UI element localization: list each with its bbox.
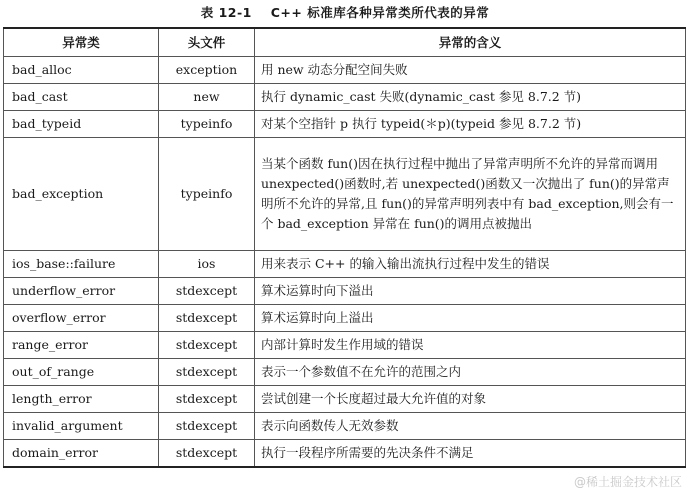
- header-file-cell: ios: [159, 251, 255, 278]
- meaning-cell: 用来表示 C++ 的输入输出流执行过程中发生的错误: [255, 251, 686, 278]
- table-row: [4, 413, 686, 440]
- exception-class-cell: bad_alloc: [4, 57, 159, 84]
- table-row: [4, 359, 686, 386]
- exception-class-cell: range_error: [4, 332, 159, 359]
- exception-class-cell: invalid_argument: [4, 413, 159, 440]
- column-header-header-file: 头文件: [159, 28, 255, 57]
- exception-class-cell: out_of_range: [4, 359, 159, 386]
- header-file-cell: stdexcept: [159, 305, 255, 332]
- header-file-cell: stdexcept: [159, 386, 255, 413]
- exception-class-cell: underflow_error: [4, 278, 159, 305]
- table-row: [4, 138, 686, 251]
- header-file-cell: stdexcept: [159, 413, 255, 440]
- meaning-cell: 执行 dynamic_cast 失败(dynamic_cast 参见 8.7.2 节): [255, 84, 686, 111]
- table-header-row: [4, 28, 686, 57]
- exception-class-cell: ios_base::failure: [4, 251, 159, 278]
- column-header-meaning: 异常的含义: [255, 28, 686, 57]
- header-file-cell: stdexcept: [159, 359, 255, 386]
- table-row: [4, 111, 686, 138]
- header-file-cell: stdexcept: [159, 440, 255, 467]
- watermark: @稀土掘金技术社区: [573, 475, 682, 489]
- table-row: [4, 386, 686, 413]
- table-caption: [0, 3, 690, 21]
- meaning-cell: 算术运算时向上溢出: [255, 305, 686, 332]
- table-number: 表 12-1: [200, 5, 252, 20]
- table-title: C++ 标准库各种异常类所代表的异常: [270, 5, 490, 20]
- meaning-cell: 内部计算时发生作用域的错误: [255, 332, 686, 359]
- table-row: [4, 84, 686, 111]
- meaning-cell: 表示一个参数值不在允许的范围之内: [255, 359, 686, 386]
- exception-class-cell: bad_cast: [4, 84, 159, 111]
- exception-class-cell: bad_typeid: [4, 111, 159, 138]
- header-file-cell: typeinfo: [159, 111, 255, 138]
- meaning-cell: 尝试创建一个长度超过最大允许值的对象: [255, 386, 686, 413]
- meaning-cell: 当某个函数 fun()因在执行过程中抛出了异常声明所不允许的异常而调用 unexpected()函数时,若 unexpected()函数又一次抛出了 fun()的异常声明所不允许的异常,且 fun()的异常声明列表中有 bad_exception,则会有一个 bad_exception 异常在 fun()的调用点被抛出: [255, 138, 686, 251]
- meaning-cell: 表示向函数传人无效参数: [255, 413, 686, 440]
- exception-class-cell: bad_exception: [4, 138, 159, 251]
- meaning-cell: 用 new 动态分配空间失败: [255, 57, 686, 84]
- table-row: [4, 305, 686, 332]
- meaning-cell: 执行一段程序所需要的先决条件不满足: [255, 440, 686, 467]
- header-file-cell: new: [159, 84, 255, 111]
- table-row: [4, 57, 686, 84]
- exception-table: [3, 27, 686, 468]
- table-row: [4, 251, 686, 278]
- meaning-cell: 对某个空指针 p 执行 typeid(＊p)(typeid 参见 8.7.2 节): [255, 111, 686, 138]
- header-file-cell: exception: [159, 57, 255, 84]
- exception-class-cell: length_error: [4, 386, 159, 413]
- header-file-cell: stdexcept: [159, 278, 255, 305]
- meaning-cell: 算术运算时向下溢出: [255, 278, 686, 305]
- column-header-exception-class: 异常类: [4, 28, 159, 57]
- header-file-cell: typeinfo: [159, 138, 255, 251]
- table-row: [4, 278, 686, 305]
- header-file-cell: stdexcept: [159, 332, 255, 359]
- exception-class-cell: domain_error: [4, 440, 159, 467]
- exception-class-cell: overflow_error: [4, 305, 159, 332]
- table-row: [4, 440, 686, 467]
- table-row: [4, 332, 686, 359]
